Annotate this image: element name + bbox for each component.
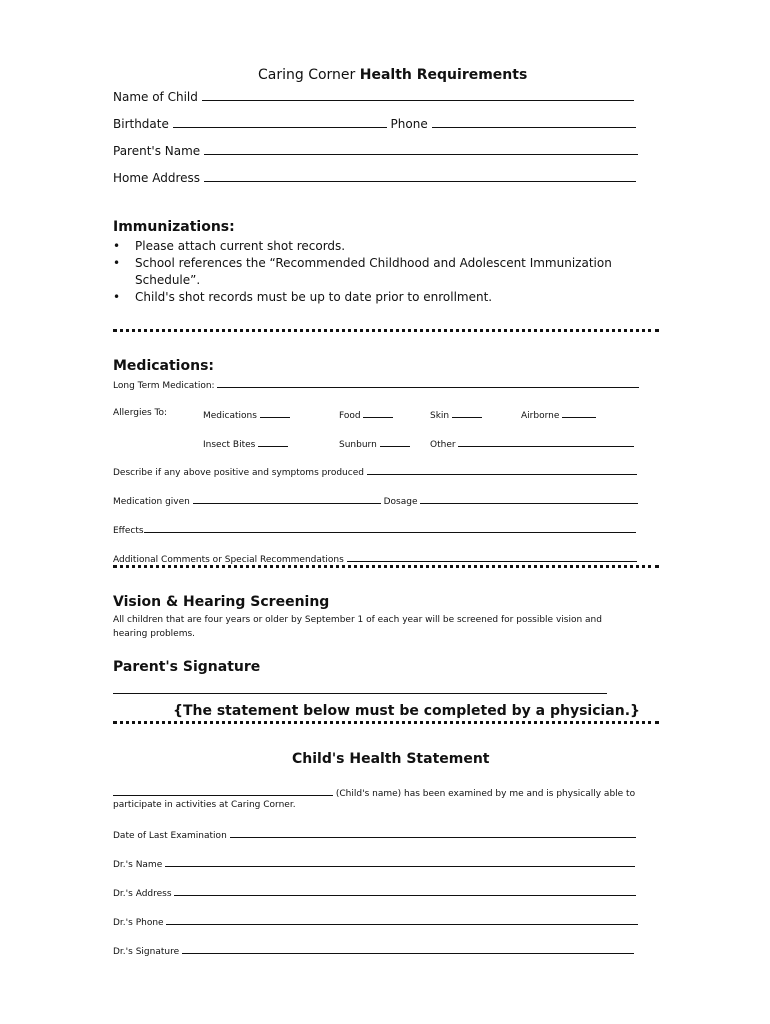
birthdate-label: Birthdate xyxy=(113,117,169,131)
dr-address-label: Dr.'s Address xyxy=(113,889,172,899)
child-name-label: Name of Child xyxy=(113,90,198,104)
phone-field[interactable] xyxy=(432,116,636,128)
dr-phone-row xyxy=(113,915,638,928)
last-exam-label: Date of Last Examination xyxy=(113,831,227,841)
parent-signature-field[interactable] xyxy=(113,693,607,694)
dr-phone-label: Dr.'s Phone xyxy=(113,918,164,928)
effects-row xyxy=(113,523,636,536)
dr-phone-field[interactable] xyxy=(166,915,638,925)
allergy-food-label: Food xyxy=(339,411,361,421)
list-item: • Please attach current shot records. xyxy=(113,238,613,255)
home-address-label: Home Address xyxy=(113,171,201,185)
child-name-exam-field[interactable] xyxy=(113,786,333,796)
describe-field[interactable] xyxy=(367,465,637,475)
effects-field[interactable] xyxy=(144,523,636,533)
allergy-sunburn xyxy=(339,437,410,450)
medication-given-field[interactable] xyxy=(193,494,381,504)
exam-text-2: participate in activities at Caring Corner. xyxy=(113,800,296,810)
allergy-other-label: Other xyxy=(430,440,456,450)
allergies-label: Allergies To: xyxy=(113,408,168,418)
home-address-row xyxy=(113,170,636,185)
last-exam-field[interactable] xyxy=(230,828,636,838)
allergy-airborne-field[interactable] xyxy=(562,408,596,418)
allergy-medications-field[interactable] xyxy=(260,408,290,418)
health-statement-heading: Child's Health Statement xyxy=(292,751,490,767)
allergy-other xyxy=(430,437,634,450)
long-term-row xyxy=(113,378,639,391)
exam-text: (Child's name) has been examined by me and is physically able to xyxy=(335,789,636,799)
section-divider xyxy=(113,565,659,568)
birthdate-row xyxy=(113,116,636,131)
allergy-medications-label: Medications xyxy=(203,411,257,421)
child-name-row xyxy=(113,89,634,104)
exam-row xyxy=(113,786,635,799)
vision-text-1: All children that are four years or older by September 1 of each year will be screened for possible vision and xyxy=(113,615,602,625)
allergy-other-field[interactable] xyxy=(458,437,634,447)
allergy-skin xyxy=(430,408,482,421)
allergy-insect-label: Insect Bites xyxy=(203,440,256,450)
additional-field[interactable] xyxy=(347,552,637,562)
allergy-sunburn-label: Sunburn xyxy=(339,440,377,450)
allergy-medications xyxy=(203,408,290,421)
birthdate-field[interactable] xyxy=(173,116,387,128)
title-part1: Caring Corner xyxy=(258,67,360,83)
section-divider xyxy=(113,721,659,724)
long-term-field[interactable] xyxy=(217,378,639,388)
dr-name-label: Dr.'s Name xyxy=(113,860,163,870)
parent-name-row xyxy=(113,143,638,158)
vision-heading: Vision & Hearing Screening xyxy=(113,594,330,610)
phone-label: Phone xyxy=(390,117,428,131)
immunizations-heading: Immunizations: xyxy=(113,219,235,235)
allergy-food-field[interactable] xyxy=(363,408,393,418)
dosage-field[interactable] xyxy=(420,494,638,504)
home-address-field[interactable] xyxy=(204,170,636,182)
allergy-skin-field[interactable] xyxy=(452,408,482,418)
dr-name-row xyxy=(113,857,635,870)
describe-label: Describe if any above positive and symptoms produced xyxy=(113,468,364,478)
child-name-field[interactable] xyxy=(202,89,634,101)
last-exam-row xyxy=(113,828,636,841)
describe-row xyxy=(113,465,637,478)
allergy-skin-label: Skin xyxy=(430,411,450,421)
allergy-insect xyxy=(203,437,288,450)
list-item: • School references the “Recommended Childhood and Adolescent Immunization Schedule”. xyxy=(113,255,613,289)
parent-name-field[interactable] xyxy=(204,143,638,155)
dr-address-field[interactable] xyxy=(174,886,636,896)
allergy-airborne-label: Airborne xyxy=(521,411,560,421)
parent-name-label: Parent's Name xyxy=(113,144,201,158)
dr-signature-row xyxy=(113,944,634,957)
dr-address-row xyxy=(113,886,636,899)
allergy-sunburn-field[interactable] xyxy=(380,437,410,447)
effects-label: Effects xyxy=(113,526,144,536)
immunizations-list xyxy=(113,238,613,306)
dr-signature-field[interactable] xyxy=(182,944,634,954)
dosage-label: Dosage xyxy=(383,497,418,507)
allergy-food xyxy=(339,408,393,421)
long-term-label: Long Term Medication: xyxy=(113,381,215,391)
additional-row xyxy=(113,552,637,565)
allergy-insect-field[interactable] xyxy=(258,437,288,447)
physician-note: {The statement below must be completed by a physician.} xyxy=(173,703,641,719)
medication-given-label: Medication given xyxy=(113,497,190,507)
list-item: • Child's shot records must be up to date prior to enrollment. xyxy=(113,289,613,306)
medication-given-row xyxy=(113,494,638,507)
medications-heading: Medications: xyxy=(113,358,215,374)
parent-signature-heading: Parent's Signature xyxy=(113,659,261,675)
page-title xyxy=(258,67,527,83)
additional-label: Additional Comments or Special Recommendations xyxy=(113,555,344,565)
dr-name-field[interactable] xyxy=(165,857,635,867)
allergy-airborne xyxy=(521,408,596,421)
dr-signature-label: Dr.'s Signature xyxy=(113,947,180,957)
title-part2: Health Requirements xyxy=(359,67,528,83)
vision-text-2: hearing problems. xyxy=(113,629,196,639)
section-divider xyxy=(113,329,659,332)
